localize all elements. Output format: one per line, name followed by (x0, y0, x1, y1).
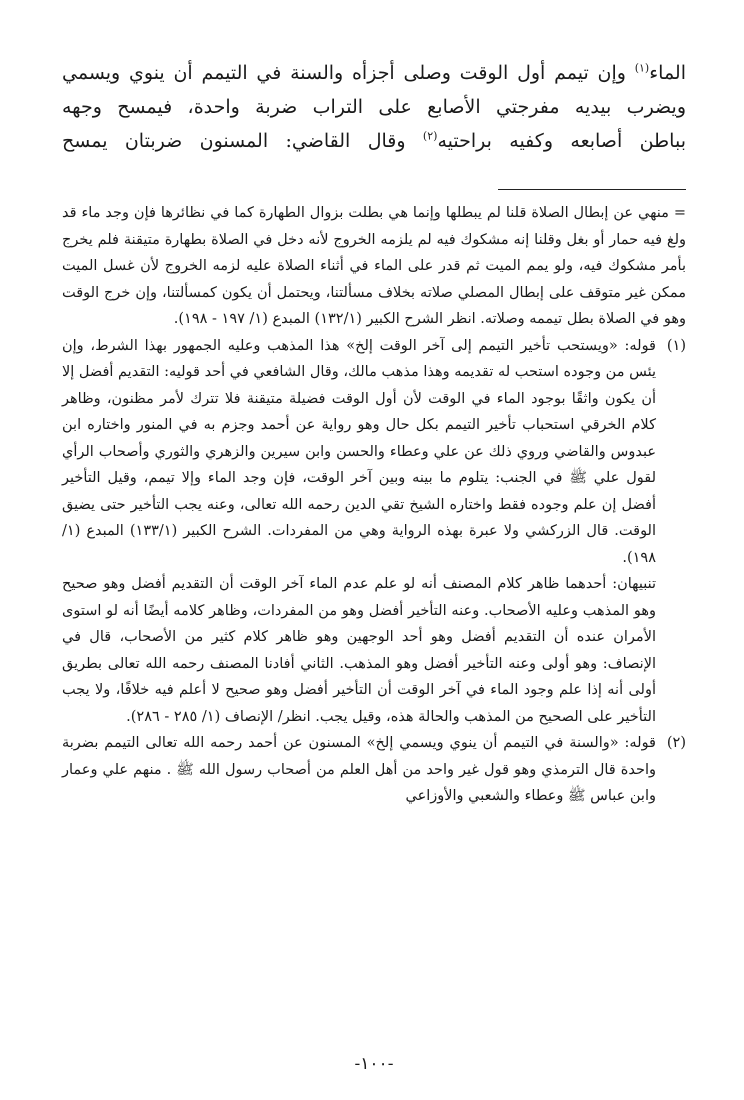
footnotes (62, 200, 686, 810)
footnote-number: (٢) (666, 735, 686, 751)
footnote-text: قوله: «ويستحب تأخير التيمم إلى آخر الوقت إلخ» هذا المذهب وعليه الجمهور بهذا الشرط، وإن يئس من وجوده استحب له تقديمه وهذا مذهب مالك، وقال الشافعي في أحد قوليه: التقديم أفضل إلا أن يكون واثقًا بوجود الماء في الوقت لأن أول الوقت فضيلة متيقنة فلا تترك لأمر مظنون، وظاهر كلام الخرقي استحباب تأخير التيمم بكل حال وهو رواية عن أحمد وجزم به في المنور واختاره ابن عبدوس والقاضي وروي ذلك عن علي وعطاء والحسن وابن سيرين والزهري والثوري وأصحاب الرأي لقول علي ﷺ في الجنب: يتلوم ما بينه وبين آخر الوقت، فإن وجد الماء وإلا تيمم، وقيل التأخير أفضل إن علم وجوده فقط واختاره الشيخ تقي الدين رحمه الله تعالى، وعنه يجب التأخير حتى يضيق الوقت. قال الزركشي ولا عبرة بهذه الرواية وهي من المفردات. الشرح الكبير (١٣٣/١) المبدع (١/ ١٩٨). (62, 337, 657, 566)
main-text-line (62, 56, 686, 90)
footnote-2 (62, 730, 686, 810)
main-text (62, 56, 686, 158)
footnote-number: (١) (666, 337, 686, 354)
footnote-separator (498, 189, 686, 190)
main-text-line (62, 124, 686, 158)
footnote-1 (62, 333, 686, 731)
book-page (62, 0, 686, 1100)
footnote-text: قوله: «والسنة في التيمم أن ينوي ويسمي إلخ» المسنون عن أحمد رحمه الله تعالى التيمم بضربة واحدة قال الترمذي وهو قول غير واحد من أهل العلم من أصحاب رسول الله ﷺ . منهم علي وعمار وابن عباس ﷺ وعطاء والشعبي والأوزاعي (62, 735, 656, 804)
footnote-continuation: = منهي عن إبطال الصلاة قلنا لم يبطلها وإنما هي بطلت بزوال الطهارة كما في نظائرها فإن وجد ماء قد ولغ فيه حمار أو بغل وقلنا إنه مشكوك فيه لم يلزمه الخروج لأنه دخل في الصلاة بطهارة متيقنة فلم يخرج بأمر مشكوك فيه، ولو يمم الميت ثم قدر على الماء في أثناء الصلاة عليه لزمه الخروج لأن غسل الميت ممكن غير متوقف على إبطال المصلي صلاته بخلاف مسألتنا، ويحتمل أن يكون كمسألتنا، وإن خرج الوقت وهو في الصلاة بطل تيممه وصلاته. انظر الشرح الكبير (١٣٢/١) المبدع (١/ ١٩٧ - ١٩٨). (62, 205, 686, 327)
main-text-line: ويضرب بيديه مفرجتي الأصابع على التراب ضربة واحدة، فيمسح وجهه (62, 96, 686, 118)
page-number: -١٠٠- (354, 1054, 394, 1074)
footnote-ref-1[interactable]: (١) (634, 61, 650, 75)
main-text-segment: وإن تيمم أول الوقت وصلى أجزأه والسنة في التيمم أن ينوي ويسمي (62, 62, 635, 84)
footnote-tanbih: تنبيهان: أحدهما ظاهر كلام المصنف أنه لو علم عدم الماء آخر الوقت أن التقديم أفضل وهو صحيح وهو المذهب وعليه الأصحاب. وعنه التأخير أفضل وهو من المفردات، وظاهر كلامه أيضًا أنه لو استوى الأمران عنده أن التقديم أفضل وهو أحد الوجهين وهو ظاهر كلام كثير من الأصحاب، قال في الإنصاف: وهو أولى وعنه التأخير أفضل وهو المذهب. الثاني أفادنا المصنف رحمه الله تعالى بطريق أولى أنه إذا علم وجود الماء في آخر الوقت أن التأخير أفضل وهو صحيح لا أعلم فيه خلافًا، ولا يجب التأخير على الصحيح من المذهب والحالة هذه، وقيل يجب. انظر/ الإنصاف (١/ ٢٨٥ - ٢٨٦). (62, 576, 656, 725)
main-text-segment: وقال القاضي: المسنون ضربتان يمسح (62, 130, 423, 152)
footnote-ref-2[interactable]: (٢) (422, 129, 438, 143)
main-text-segment: الماء (649, 62, 686, 84)
main-text-segment: بباطن أصابعه وكفيه براحتيه (437, 130, 686, 152)
